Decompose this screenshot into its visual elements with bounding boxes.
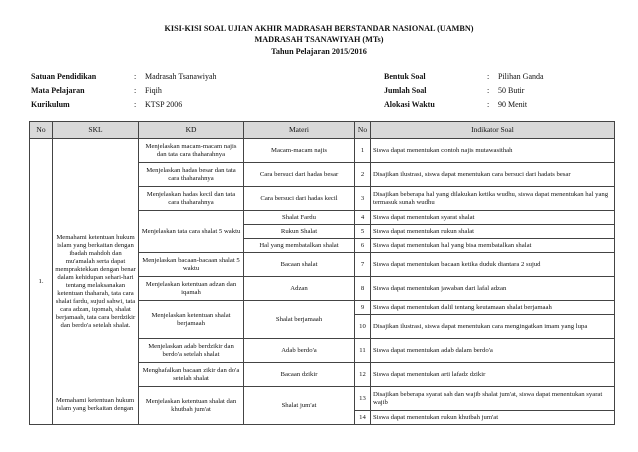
materi-cell: Shalat jum'at — [244, 387, 355, 425]
soal-number: 6 — [355, 239, 371, 253]
meta-value: Madrasah Tsanawiyah — [145, 72, 217, 81]
meta-value: Pilihan Ganda — [498, 72, 544, 81]
skl-cell: Memahami ketentuan hukum islam yang berkaitan dengan ibadah mahdoh dan mu'amalah serta dapat mempraktekkan dengan benar dalam kehidupan sehari-hari tentang melaksanakan ketentuan thaharah, tata cara shalat fardu, sujud sahwi, tata cara adzan, iqomah, shalat berjamaah, tata cara berdzikir dan berdo'a setelah shalat. — [53, 139, 139, 425]
meta-alokasi-waktu: Alokasi Waktu : 90 Menit — [384, 100, 528, 109]
meta-label: Bentuk Soal — [384, 72, 426, 81]
document-subtitle: MADRASAH TSANAWIYAH (MTs) — [254, 35, 384, 44]
materi-cell: Cara bersuci dari hadas besar — [244, 163, 355, 187]
soal-number: 5 — [355, 225, 371, 239]
meta-label: Mata Pelajaran — [31, 86, 85, 95]
soal-number: 4 — [355, 211, 371, 225]
materi-cell: Adab berdo'a — [244, 339, 355, 363]
soal-number: 2 — [355, 163, 371, 187]
kd-cell: Menjelaskan hadas besar dan tata cara thaharahnya — [139, 163, 244, 187]
materi-cell: Cara bersuci dari hadas kecil — [244, 187, 355, 211]
indikator-cell: Siswa dapat menentukan rukun shalat — [371, 225, 615, 239]
indikator-cell: Siswa dapat menentukan bacaan ketika duduk diantara 2 sujud — [371, 253, 615, 277]
kd-cell: Menjelaskan ketentuan adzan dan iqamah — [139, 277, 244, 301]
kd-cell: Menjelaskan ketentuan shalat dan khutbah jum'at — [139, 387, 244, 425]
indikator-cell: Siswa dapat menentukan rukun khutbah jum'at — [371, 411, 615, 425]
soal-number: 3 — [355, 187, 371, 211]
indikator-cell: Siswa dapat menentukan jawaban dari lafal adzan — [371, 277, 615, 301]
soal-number: 7 — [355, 253, 371, 277]
meta-bentuk-soal: Bentuk Soal : Pilihan Ganda — [384, 72, 544, 81]
meta-mata-pelajaran: Mata Pelajaran : Fiqih — [31, 86, 162, 95]
header-no-soal: No — [355, 122, 371, 139]
meta-value: Fiqih — [145, 86, 162, 95]
soal-number: 10 — [355, 315, 371, 339]
kd-cell: Menjelaskan macam-macam najis dan tata cara thaharahnya — [139, 139, 244, 163]
header-indikator: Indikator Soal — [371, 122, 615, 139]
materi-cell: Hal yang membatalkan shalat — [244, 239, 355, 253]
meta-label: Jumlah Soal — [384, 86, 427, 95]
soal-number: 13 — [355, 387, 371, 411]
kd-cell: Menghafalkan bacaan zikir dan do'a setelah shalat — [139, 363, 244, 387]
indikator-cell: Disajikan beberapa hal yang dilakukan ketika wudhu, siswa dapat menentukan hal yang termasuk sunah wudhu — [371, 187, 615, 211]
header-materi: Materi — [244, 122, 355, 139]
table-header-row — [30, 122, 615, 139]
materi-cell: Rukun Shalat — [244, 225, 355, 239]
soal-number: 14 — [355, 411, 371, 425]
skl-cell-group2: Memahami ketentuan hukum islam yang berkaitan dengan — [55, 397, 135, 412]
materi-cell: Shalat berjamaah — [244, 301, 355, 339]
kd-cell: Menjelaskan ketentuan shalat berjamaah — [139, 301, 244, 339]
meta-kurikulum: Kurikulum : KTSP 2006 — [31, 100, 183, 109]
meta-label: Satuan Pendidikan — [31, 72, 97, 81]
indikator-cell: Disajikan ilustrasi, siswa dapat menentukan cara bersuci dari hadats besar — [371, 163, 615, 187]
materi-cell: Bacaan dzikir — [244, 363, 355, 387]
soal-number: 1 — [355, 139, 371, 163]
indikator-cell: Siswa dapat menentukan syarat shalat — [371, 211, 615, 225]
materi-cell: Macam-macam najis — [244, 139, 355, 163]
soal-number: 11 — [355, 339, 371, 363]
indikator-cell: Disajikan beberapa syarat sah dan wajib shalat jum'at, siswa dapat menentukan syarat wajib — [371, 387, 615, 411]
meta-label: Alokasi Waktu — [384, 100, 435, 109]
soal-number: 12 — [355, 363, 371, 387]
kd-cell: Menjelaskan hadas kecil dan tata cara thaharahnya — [139, 187, 244, 211]
header-skl: SKL — [53, 122, 139, 139]
kisi-kisi-table — [29, 121, 615, 425]
materi-cell: Shalat Fardu — [244, 211, 355, 225]
document-title: KISI-KISI SOAL UJIAN AKHIR MADRASAH BERSTANDAR NASIONAL (UAMBN) — [164, 24, 474, 33]
group-number: 1. — [30, 139, 53, 425]
indikator-cell: Disajikan ilustrasi, siswa dapat menentukan cara mengingatkan imam yang lupa — [371, 315, 615, 339]
header-no: No — [30, 122, 53, 139]
meta-value: KTSP 2006 — [145, 100, 183, 109]
meta-jumlah-soal: Jumlah Soal : 50 Butir — [384, 86, 525, 95]
indikator-cell: Siswa dapat menentukan hal yang bisa membatalkan shalat — [371, 239, 615, 253]
indikator-cell: Siswa dapat menentukan arti lafadz dzikir — [371, 363, 615, 387]
materi-cell: Bacaan shalat — [244, 253, 355, 277]
soal-number: 8 — [355, 277, 371, 301]
soal-number: 9 — [355, 301, 371, 315]
kd-cell: Menjelaskan bacaan-bacaan shalat 5 waktu — [139, 253, 244, 277]
indikator-cell: Siswa dapat menentukan dalil tentang keutamaan shalat berjamaah — [371, 301, 615, 315]
kd-cell: Menjelaskan tata cara shalat 5 waktu — [139, 211, 244, 253]
meta-satuan-pendidikan: Satuan Pendidikan : Madrasah Tsanawiyah — [31, 72, 217, 81]
kd-cell: Menjelaskan adab berdzikir dan berdo'a setelah shalat — [139, 339, 244, 363]
meta-value: 90 Menit — [498, 100, 528, 109]
meta-value: 50 Butir — [498, 86, 525, 95]
table-row — [30, 139, 615, 163]
academic-year: Tahun Pelajaran 2015/2016 — [271, 47, 367, 56]
header-kd: KD — [139, 122, 244, 139]
indikator-cell: Siswa dapat menentukan contoh najis mutawasithah — [371, 139, 615, 163]
meta-label: Kurikulum — [31, 100, 70, 109]
indikator-cell: Siswa dapat menentukan adab dalam berdo'a — [371, 339, 615, 363]
materi-cell: Adzan — [244, 277, 355, 301]
